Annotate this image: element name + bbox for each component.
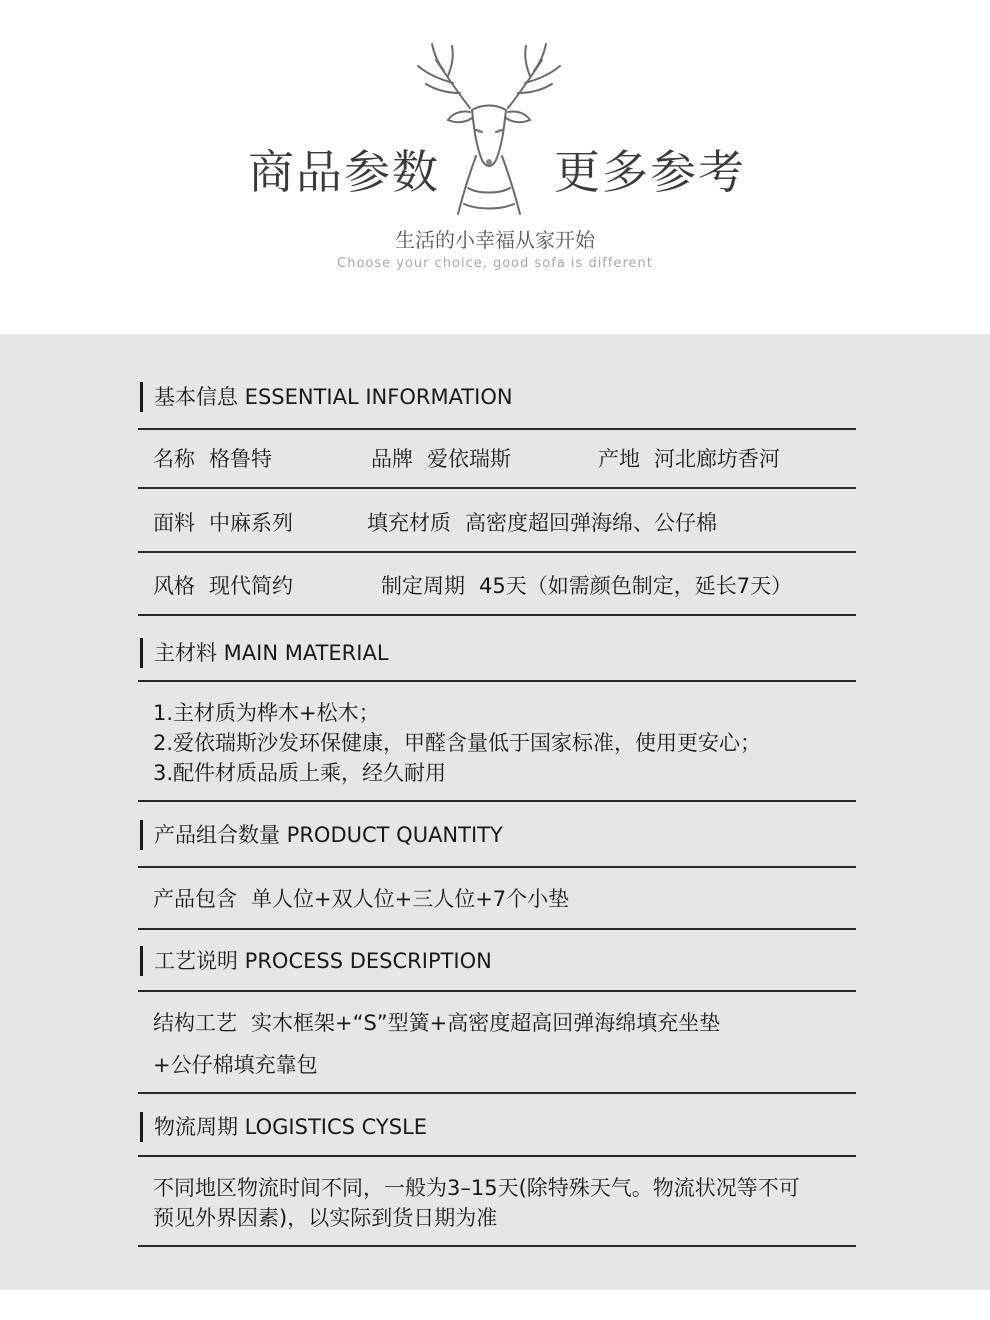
section-heading-main-material: 主材料 MAIN MATERIAL bbox=[140, 638, 389, 668]
period-value: 45天（如需颜色制定，延长7天） bbox=[479, 574, 793, 598]
divider bbox=[138, 990, 856, 992]
process-row bbox=[153, 1008, 720, 1038]
style-label: 风格 bbox=[153, 574, 195, 598]
divider bbox=[138, 680, 856, 682]
section-heading-process: 工艺说明 PROCESS DESCRIPTION bbox=[140, 946, 492, 976]
logistics-line: 不同地区物流时间不同，一般为3–15天(除特殊天气。物流状况等不可 bbox=[153, 1176, 800, 1200]
divider bbox=[138, 551, 856, 553]
quantity-label: 产品包含 bbox=[153, 887, 237, 911]
process-row-continued: +公仔棉填充靠包 bbox=[153, 1053, 318, 1077]
material-list bbox=[153, 698, 761, 788]
origin-label: 产地 bbox=[598, 447, 640, 471]
divider bbox=[138, 1155, 856, 1157]
filling-value: 高密度超回弹海绵、公仔棉 bbox=[465, 511, 717, 535]
name-value: 格鲁特 bbox=[209, 447, 272, 471]
section-heading-logistics: 物流周期 LOGISTICS CYSLE bbox=[140, 1112, 427, 1142]
period-cell bbox=[381, 571, 792, 601]
subtitle-english: Choose your choice, good sofa is different bbox=[337, 256, 653, 271]
divider bbox=[138, 928, 856, 930]
quantity-value: 单人位+双人位+三人位+7个小垫 bbox=[251, 887, 570, 911]
origin-value: 河北廊坊香河 bbox=[654, 447, 780, 471]
style-cell bbox=[153, 571, 293, 601]
origin-cell bbox=[598, 444, 780, 474]
header bbox=[0, 0, 990, 334]
filling-label: 填充材质 bbox=[367, 511, 451, 535]
period-label: 制定周期 bbox=[381, 574, 465, 598]
divider bbox=[138, 487, 856, 489]
logistics-line: 预见外界因素)，以实际到货日期为准 bbox=[153, 1206, 498, 1230]
material-line: 3.配件材质品质上乘，经久耐用 bbox=[153, 761, 447, 785]
divider bbox=[138, 800, 856, 802]
material-line: 2.爱依瑞斯沙发环保健康，甲醛含量低于国家标准，使用更安心； bbox=[153, 731, 762, 755]
fabric-label: 面料 bbox=[153, 511, 195, 535]
name-label: 名称 bbox=[153, 447, 195, 471]
filling-cell bbox=[367, 508, 717, 538]
divider bbox=[138, 866, 856, 868]
style-value: 现代简约 bbox=[209, 574, 293, 598]
process-label: 结构工艺 bbox=[153, 1011, 237, 1035]
divider bbox=[138, 1245, 856, 1247]
logistics-text bbox=[153, 1173, 800, 1233]
brand-label: 品牌 bbox=[371, 447, 413, 471]
section-heading-basic-info: 基本信息 ESSENTIAL INFORMATION bbox=[140, 382, 513, 412]
divider bbox=[138, 614, 856, 616]
divider bbox=[138, 1092, 856, 1094]
subtitle: 生活的小幸福从家开始 bbox=[395, 228, 595, 252]
material-line: 1.主材质为桦木+松木； bbox=[153, 701, 380, 725]
spec-row-name-brand-origin bbox=[153, 444, 272, 474]
process-value: 实木框架+“S”型簧+高密度超高回弹海绵填充坐垫 bbox=[251, 1011, 721, 1035]
fabric-cell bbox=[153, 508, 293, 538]
section-heading-product-quantity: 产品组合数量 PRODUCT QUANTITY bbox=[140, 820, 503, 850]
title-product-params: 商品参数 bbox=[248, 145, 440, 199]
brand-value: 爱依瑞斯 bbox=[427, 447, 511, 471]
quantity-row bbox=[153, 884, 569, 914]
brand-cell bbox=[371, 444, 511, 474]
fabric-value: 中麻系列 bbox=[209, 511, 293, 535]
divider bbox=[138, 428, 856, 430]
spec-panel bbox=[0, 334, 990, 1290]
deer-head-icon bbox=[408, 38, 570, 218]
title-more-reference: 更多参考 bbox=[554, 145, 746, 199]
